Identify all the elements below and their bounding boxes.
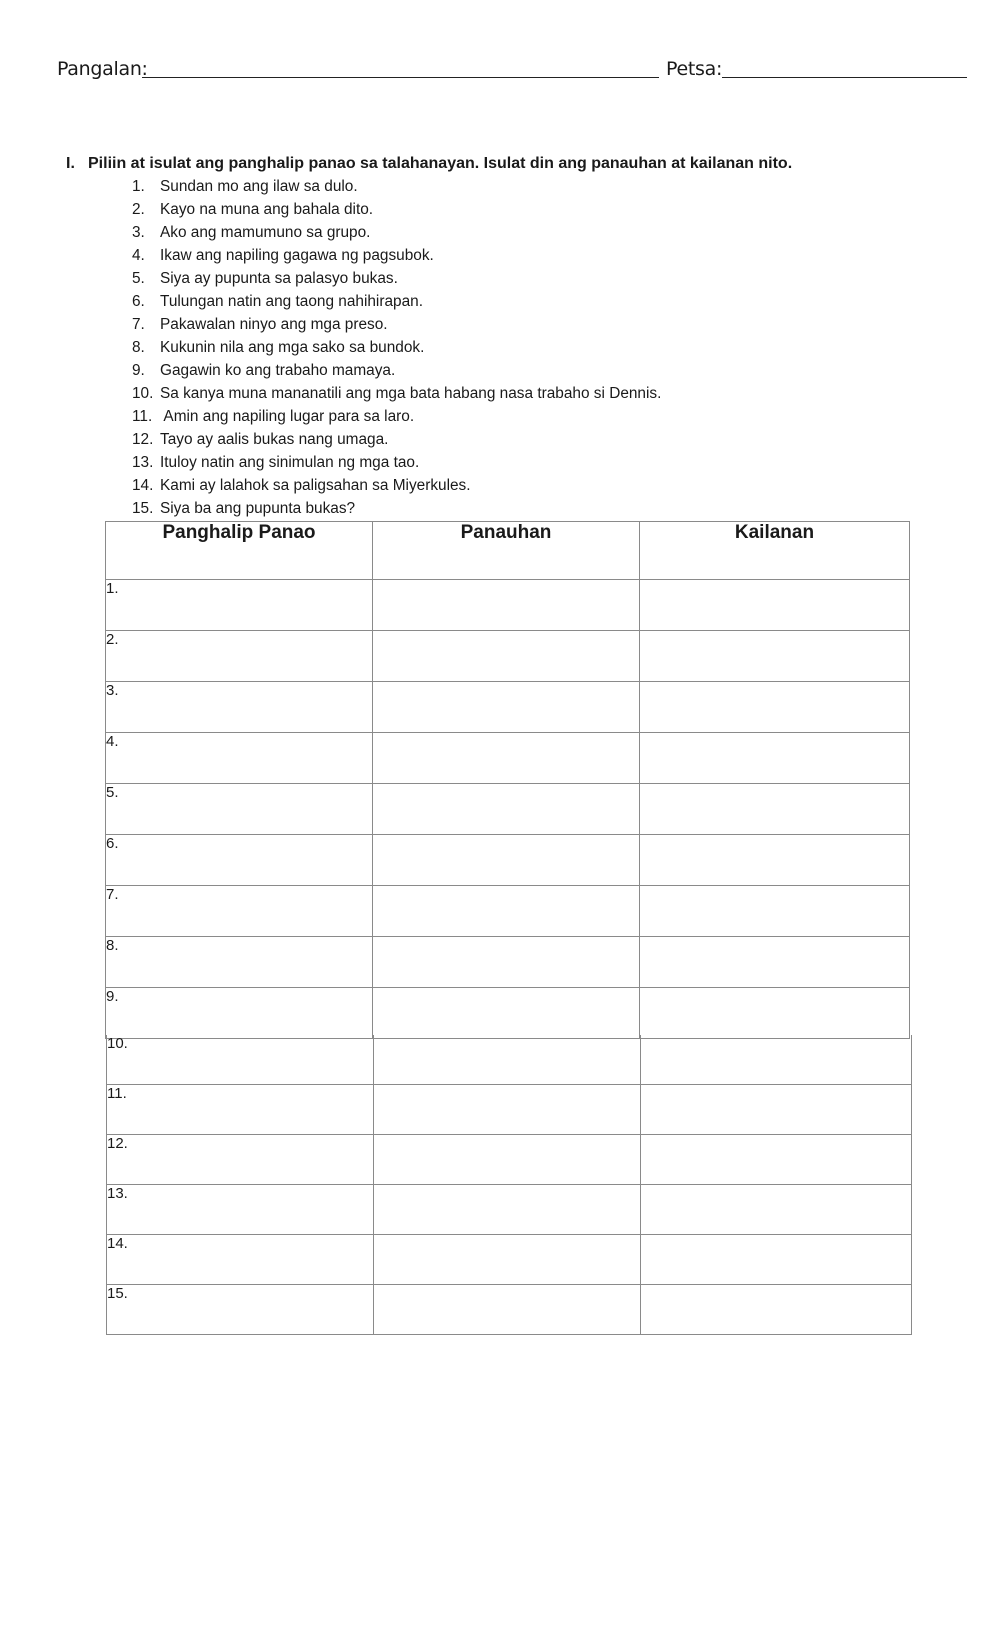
answer-cell-panauhan[interactable] [373,784,640,835]
answer-cell-kailanan[interactable] [641,1035,912,1085]
item-sentence: Siya ba ang pupunta bukas? [160,500,356,517]
sentence-list [132,177,661,522]
header-panauhan: Panauhan [373,522,640,580]
name-label: Pangalan: [57,58,148,80]
answer-cell-kailanan[interactable] [640,631,910,682]
item-number: 8. [132,339,145,356]
answer-cell-panauhan[interactable] [373,580,640,631]
answer-cell-panauhan[interactable] [374,1185,641,1235]
instruction-number: I. [66,155,75,172]
item-number: 1. [132,178,145,195]
answer-cell-kailanan[interactable] [641,1085,912,1135]
row-number: 2. [106,631,119,648]
answer-cell-kailanan[interactable] [640,682,910,733]
answer-cell-kailanan[interactable] [641,1135,912,1185]
item-number: 14. [132,477,154,494]
row-number: 1. [106,580,119,597]
row-number: 13. [107,1185,128,1202]
row-number: 3. [106,682,119,699]
table-row [106,937,910,988]
answer-cell-panghalip[interactable] [106,937,373,988]
list-item [132,223,661,246]
table-header-row [106,522,910,580]
row-number: 15. [107,1285,128,1302]
answer-cell-panauhan[interactable] [373,988,640,1039]
table-row [107,1235,912,1285]
answer-cell-panghalip[interactable] [106,580,373,631]
answer-cell-panghalip[interactable] [106,886,373,937]
item-sentence: Tulungan natin ang taong nahihirapan. [160,293,423,310]
answer-cell-panauhan[interactable] [373,733,640,784]
item-sentence: Ikaw ang napiling gagawa ng pagsubok. [160,247,434,264]
table-row [107,1085,912,1135]
table-row [107,1135,912,1185]
list-item [132,338,661,361]
row-number: 5. [106,784,119,801]
list-item [132,453,661,476]
row-number: 4. [106,733,119,750]
answer-cell-panauhan[interactable] [374,1135,641,1185]
item-number: 11. [132,408,153,425]
list-item [132,476,661,499]
answer-cell-panghalip[interactable] [106,631,373,682]
answer-cell-panauhan[interactable] [374,1035,641,1085]
row-number: 14. [107,1235,128,1252]
item-sentence: Tayo ay aalis bukas nang umaga. [160,431,389,448]
item-number: 9. [132,362,145,379]
table-row [107,1035,912,1085]
answer-cell-panauhan[interactable] [374,1235,641,1285]
table-row [106,784,910,835]
item-sentence: Kami ay lalahok sa paligsahan sa Miyerkules. [160,477,471,494]
answer-cell-panghalip[interactable] [106,784,373,835]
answer-cell-panghalip[interactable] [106,682,373,733]
list-item [132,361,661,384]
answer-cell-panauhan[interactable] [373,886,640,937]
table-row [106,682,910,733]
answer-cell-panghalip[interactable] [107,1235,374,1285]
answer-cell-kailanan[interactable] [640,835,910,886]
row-number: 7. [106,886,119,903]
answer-table-part-2 [106,1035,912,1335]
answer-cell-kailanan[interactable] [641,1235,912,1285]
row-number: 9. [106,988,119,1005]
item-number: 15. [132,500,154,517]
item-number: 2. [132,201,145,218]
answer-cell-kailanan[interactable] [640,580,910,631]
item-sentence: Sa kanya muna mananatili ang mga bata habang nasa trabaho si Dennis. [160,385,662,402]
row-number: 6. [106,835,119,852]
answer-table-part-1 [105,521,910,1039]
answer-cell-panauhan[interactable] [373,631,640,682]
row-number: 10. [107,1035,128,1052]
list-item [132,384,661,407]
item-sentence: Ako ang mamumuno sa grupo. [160,224,371,241]
answer-cell-panauhan[interactable] [373,937,640,988]
item-number: 12. [132,431,154,448]
answer-cell-kailanan[interactable] [640,733,910,784]
item-sentence: Kayo na muna ang bahala dito. [160,201,374,218]
item-sentence: Pakawalan ninyo ang mga preso. [160,316,388,333]
item-number: 3. [132,224,145,241]
answer-cell-panghalip[interactable] [106,733,373,784]
row-number: 11. [107,1085,127,1102]
item-sentence: Gagawin ko ang trabaho mamaya. [160,362,396,379]
answer-cell-panghalip[interactable] [107,1185,374,1235]
list-item [132,177,661,200]
answer-cell-kailanan[interactable] [641,1285,912,1335]
item-number: 5. [132,270,145,287]
item-sentence: Amin ang napiling lugar para sa laro. [160,408,415,425]
answer-cell-panghalip[interactable] [107,1035,374,1085]
answer-cell-kailanan[interactable] [640,988,910,1039]
instruction [66,155,792,173]
header-panghalip-panao: Panghalip Panao [106,522,373,580]
item-sentence: Siya ay pupunta sa palasyo bukas. [160,270,398,287]
item-sentence: Ituloy natin ang sinimulan ng mga tao. [160,454,420,471]
answer-cell-kailanan[interactable] [641,1185,912,1235]
table-row [106,886,910,937]
list-item [132,292,661,315]
answer-cell-kailanan[interactable] [640,937,910,988]
header-kailanan: Kailanan [640,522,910,580]
table-row [106,733,910,784]
list-item [132,499,661,522]
name-blank-line[interactable] [142,77,659,78]
answer-cell-panauhan[interactable] [374,1285,641,1335]
list-item [132,246,661,269]
list-item [132,407,661,430]
table-row [106,835,910,886]
table-row [106,631,910,682]
row-number: 8. [106,937,119,954]
item-sentence: Sundan mo ang ilaw sa dulo. [160,178,358,195]
worksheet-header [57,58,907,82]
item-number: 13. [132,454,154,471]
answer-cell-panghalip[interactable] [107,1085,374,1135]
table-row [106,988,910,1039]
instruction-text: Piliin at isulat ang panghalip panao sa talahanayan. Isulat din ang panauhan at kailanan nito. [88,155,793,172]
table-row [106,580,910,631]
item-sentence: Kukunin nila ang mga sako sa bundok. [160,339,425,356]
answer-cell-kailanan[interactable] [640,886,910,937]
answer-cell-panauhan[interactable] [373,682,640,733]
table-row [107,1285,912,1335]
table-row [107,1185,912,1235]
item-number: 10. [132,385,154,402]
date-label: Petsa: [666,58,723,80]
answer-cell-panauhan[interactable] [374,1085,641,1135]
list-item [132,200,661,223]
list-item [132,315,661,338]
answer-cell-panghalip[interactable] [107,1285,374,1335]
row-number: 12. [107,1135,128,1152]
list-item [132,269,661,292]
list-item [132,430,661,453]
answer-cell-panghalip[interactable] [107,1135,374,1185]
item-number: 7. [132,316,145,333]
answer-cell-kailanan[interactable] [640,784,910,835]
answer-cell-panauhan[interactable] [373,835,640,886]
item-number: 4. [132,247,145,264]
date-blank-line[interactable] [722,77,967,78]
answer-cell-panghalip[interactable] [106,835,373,886]
item-number: 6. [132,293,145,310]
answer-cell-panghalip[interactable] [106,988,373,1039]
